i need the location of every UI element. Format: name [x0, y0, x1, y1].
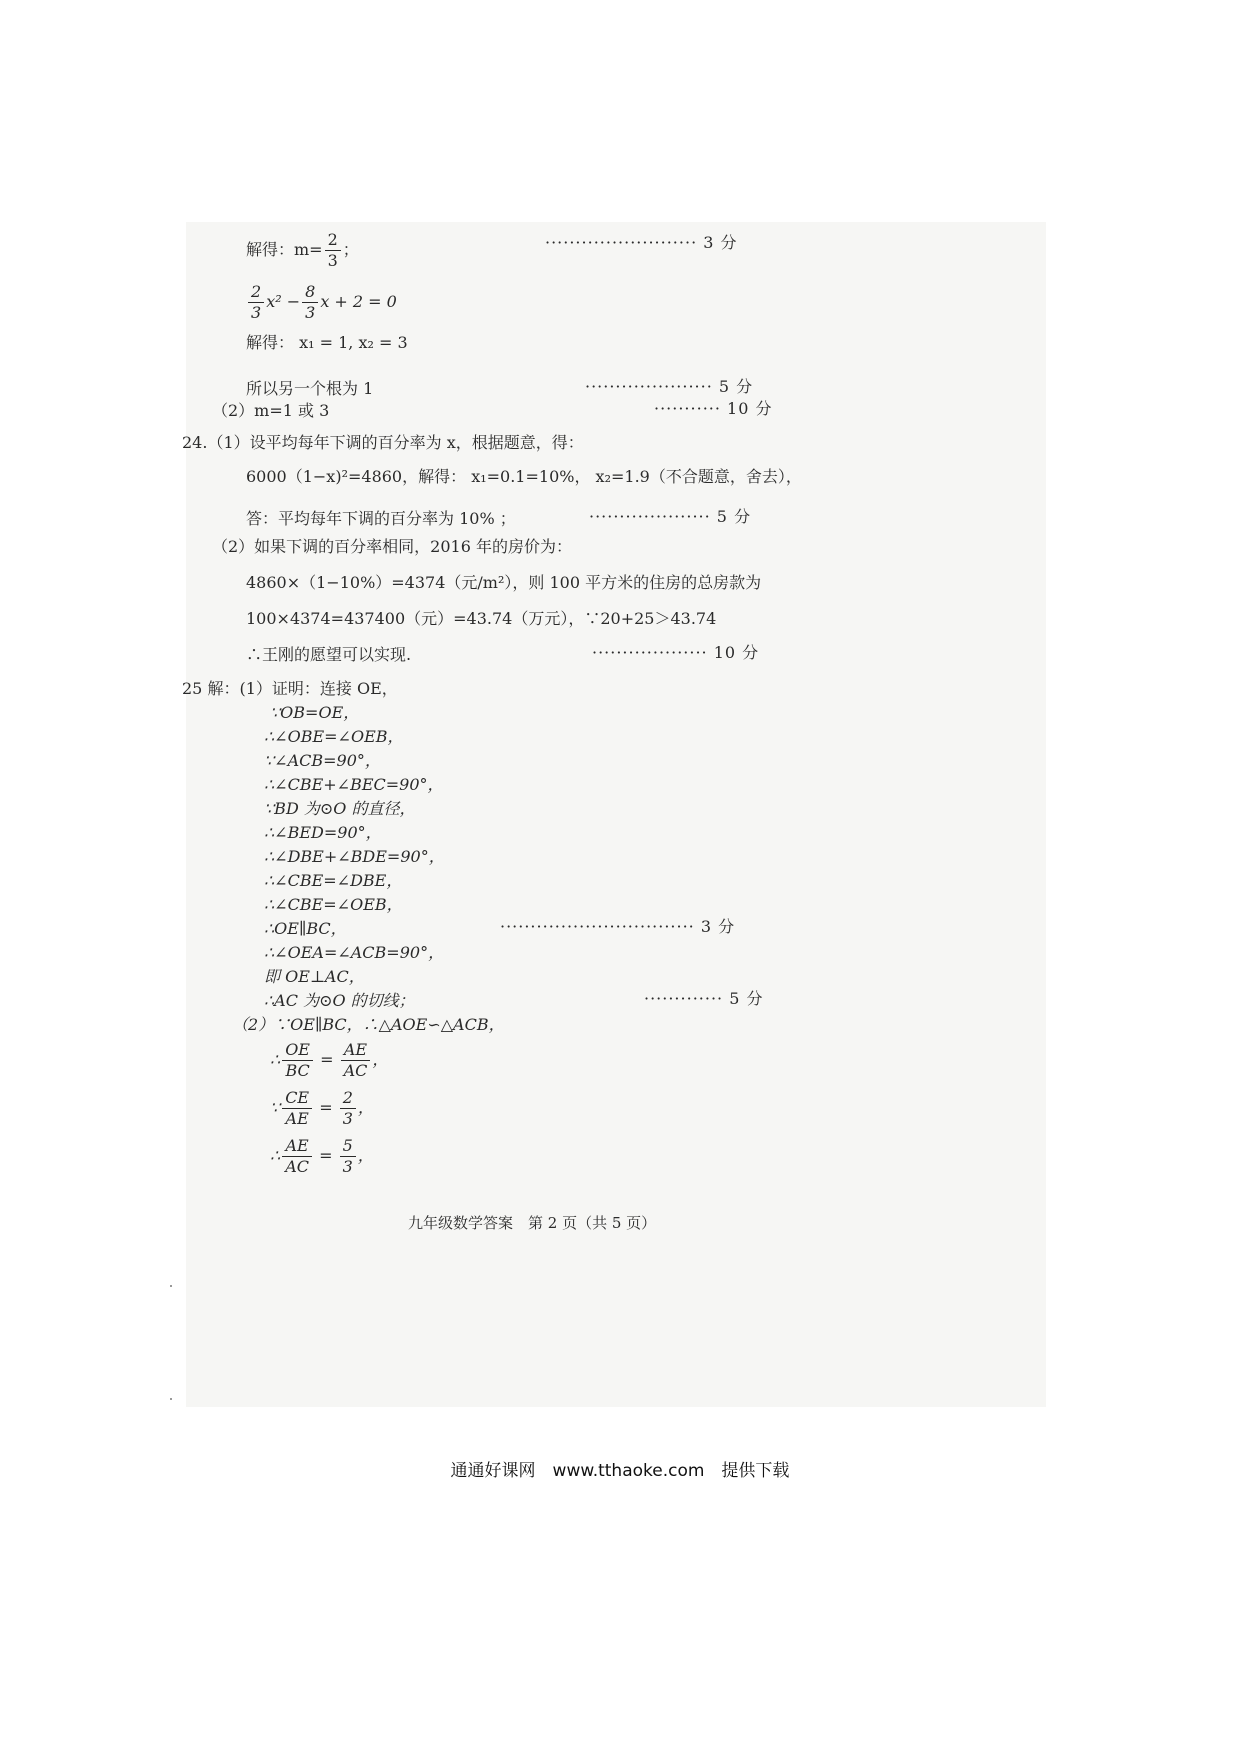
- part2-line: （2）m=1 或 3: [212, 401, 330, 420]
- text: ，: [357, 1098, 374, 1117]
- fraction: [282, 1088, 312, 1129]
- q25-line-1: 25 解：(1）证明：连接 OE，: [182, 679, 398, 698]
- numerator: OE: [282, 1040, 313, 1061]
- fraction: [282, 1136, 312, 1177]
- denominator: 3: [327, 251, 338, 270]
- other-root-line: 所以另一个根为 1: [246, 379, 374, 398]
- q25-line-7: ∴∠BED=90°，: [264, 823, 382, 842]
- score-3: ································ 3 分: [500, 917, 736, 936]
- text: ∵: [270, 1098, 281, 1117]
- fraction: [325, 230, 341, 271]
- q25-line-5: ∴∠CBE+∠BEC=90°，: [264, 775, 444, 794]
- text: ，: [357, 1146, 374, 1165]
- numerator: CE: [282, 1088, 312, 1109]
- q25-line-8: ∴∠DBE+∠BDE=90°，: [264, 847, 445, 866]
- q25-line-10: ∴∠CBE=∠OEB，: [264, 895, 403, 914]
- numerator: AE: [282, 1136, 311, 1157]
- denominator: 3: [251, 303, 262, 322]
- scan-mark: [170, 1398, 172, 1400]
- equation-line: [246, 282, 397, 323]
- q24-line-4: （2）如果下调的百分率相同，2016 年的房价为：: [212, 537, 572, 556]
- q25-line-3: ∴∠OBE=∠OEB，: [264, 727, 404, 746]
- fraction: [302, 282, 318, 323]
- q24-line-1: 24.（1）设平均每年下调的百分率为 x，根据题意，得：: [182, 433, 584, 452]
- q25-line-9: ∴∠CBE=∠DBE，: [264, 871, 403, 890]
- q25-line-14: ∴AC 为⊙O 的切线；: [264, 991, 415, 1010]
- numerator: 2: [340, 1088, 356, 1109]
- fraction: [340, 1088, 356, 1129]
- numerator: 5: [340, 1136, 356, 1157]
- q24-line-2: 6000（1−x)²=4860，解得： x₁=0.1=10%， x₂=1.9（不合题意，舍去），: [246, 467, 802, 486]
- numerator: 2: [325, 230, 341, 251]
- text: 解得：m=: [246, 240, 323, 259]
- score-5: ····················· 5 分: [585, 377, 754, 396]
- solution-m-line: [246, 230, 359, 271]
- score-5: ···················· 5 分: [589, 507, 752, 526]
- denominator: 3: [305, 303, 316, 322]
- ratio-equation-2: ∵ $\frac{CE}{AE}$ = $\frac{2}{3}$ ，: [270, 1088, 374, 1128]
- denominator: BC: [285, 1061, 310, 1080]
- q24-line-5: 4860×（1−10%）=4374（元/m²），则 100 平方米的住房的总房款为: [246, 573, 762, 592]
- text: x² −: [266, 292, 301, 311]
- score-5: ············· 5 分: [644, 989, 764, 1008]
- q25-line-15: （2）∵OE∥BC，∴△AOE∽△ACB，: [232, 1015, 505, 1034]
- score-3: ························· 3 分: [545, 233, 738, 252]
- ratio-equation-1: ∴ $\frac{OE}{BC}$ = $\frac{AE}{AC}$ ，: [270, 1040, 389, 1080]
- fraction: [341, 1040, 371, 1081]
- fraction: [340, 1136, 356, 1177]
- q25-line-13: 即 OE⊥AC，: [264, 967, 365, 986]
- denominator: 3: [342, 1109, 353, 1128]
- text: ∴: [270, 1146, 281, 1165]
- q25-line-11: ∴OE∥BC，: [264, 919, 347, 938]
- numerator: AE: [341, 1040, 370, 1061]
- q25-line-6: ∵BD 为⊙O 的直径，: [264, 799, 416, 818]
- denominator: AC: [285, 1157, 309, 1176]
- q25-line-4: ∵∠ACB=90°，: [264, 751, 381, 770]
- text: ∴: [270, 1050, 281, 1069]
- fraction: [282, 1040, 313, 1081]
- q24-line-6: 100×4374=437400（元）=43.74（万元），∵20+25＞43.74: [246, 609, 717, 628]
- fraction: [248, 282, 264, 323]
- scan-mark: [170, 1285, 172, 1287]
- text: x + 2 = 0: [320, 292, 397, 311]
- denominator: AE: [285, 1109, 309, 1128]
- q25-line-12: ∴∠OEA=∠ACB=90°，: [264, 943, 445, 962]
- q24-line-3: 答：平均每年下调的百分率为 10% ；: [246, 509, 516, 528]
- q25-line-2: ∵OB=OE，: [270, 703, 360, 722]
- score-10: ··········· 10 分: [654, 399, 773, 418]
- site-footer: 通通好课网 www.tthaoke.com 提供下载: [450, 1461, 790, 1481]
- score-10: ··················· 10 分: [592, 643, 760, 662]
- ratio-equation-3: ∴ $\frac{AE}{AC}$ = $\frac{5}{3}$ ，: [270, 1136, 374, 1176]
- text: ，: [372, 1050, 389, 1069]
- roots-line: 解得： x₁ = 1, x₂ = 3: [246, 333, 408, 352]
- denominator: 3: [342, 1157, 353, 1176]
- page-footer: 九年级数学答案 第 2 页（共 5 页）: [408, 1214, 657, 1232]
- denominator: AC: [343, 1061, 368, 1080]
- numerator: 8: [302, 282, 318, 303]
- text: ；: [342, 240, 359, 259]
- numerator: 2: [248, 282, 264, 303]
- q24-line-7: ∴王刚的愿望可以实现.: [246, 645, 412, 664]
